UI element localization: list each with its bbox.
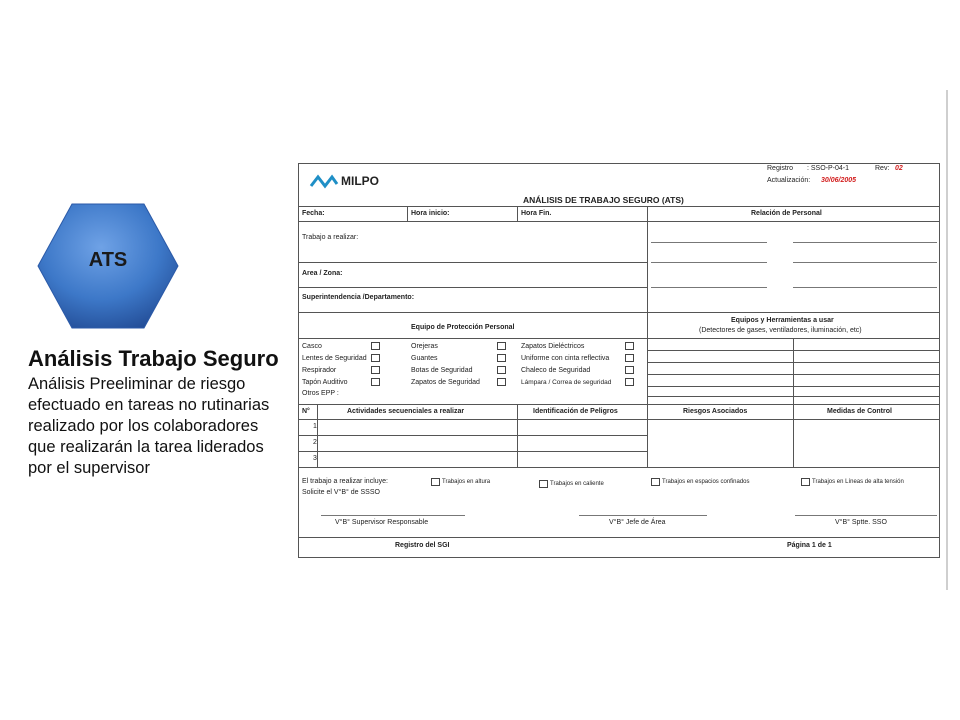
epp-item: Lentes de Seguridad	[302, 355, 367, 362]
epp-checkbox[interactable]	[371, 354, 380, 362]
incluye-label: El trabajo a realizar incluye:	[302, 478, 388, 485]
row-number: 1	[313, 423, 317, 430]
trabajo-checkbox[interactable]	[651, 478, 660, 486]
trabajo-checkbox[interactable]	[431, 478, 440, 486]
relacion-personal-label: Relación de Personal	[751, 210, 822, 217]
form-title: ANÁLISIS DE TRABAJO SEGURO (ATS)	[523, 195, 684, 205]
actualizacion-value: 30/06/2005	[821, 177, 857, 184]
milpo-logo-icon	[309, 172, 339, 192]
epp-item: Botas de Seguridad	[411, 367, 473, 374]
equipos-title: Equipos y Herramientas a usar	[731, 317, 834, 324]
epp-checkbox[interactable]	[497, 354, 506, 362]
epp-checkbox[interactable]	[371, 342, 380, 350]
trabajo-option: Trabajos en Líneas de alta tensión	[812, 479, 904, 485]
rev-label: Rev:	[875, 165, 890, 172]
epp-item: Tapón Auditivo	[302, 379, 348, 386]
table-header-riesgos: Riesgos Asociados	[683, 408, 748, 415]
epp-checkbox[interactable]	[371, 366, 380, 374]
fecha-label: Fecha:	[302, 210, 325, 217]
trabajo-option: Trabajos en espacios confinados	[662, 479, 750, 485]
trabajo-option: Trabajos en altura	[442, 479, 491, 485]
trabajo-option: Trabajos en caliente	[550, 481, 604, 487]
firma-jefe-area: V°B° Jefe de Área	[609, 519, 666, 526]
epp-checkbox[interactable]	[497, 378, 506, 386]
ats-form-document	[298, 163, 940, 558]
hexagon-label: ATS	[88, 248, 128, 271]
hora-inicio-label: Hora inicio:	[411, 210, 450, 217]
row-number: 3	[313, 455, 317, 462]
table-header-peligros: Identificación de Peligros	[533, 408, 618, 415]
epp-title: Equipo de Protección Personal	[411, 324, 515, 331]
actualizacion-label: Actualización:	[767, 177, 811, 184]
epp-item: Uniforme con cinta reflectiva	[521, 355, 610, 362]
superintendencia-label: Superintendencia /Departamento:	[302, 294, 415, 301]
trabajo-checkbox[interactable]	[801, 478, 810, 486]
epp-checkbox[interactable]	[497, 366, 506, 374]
epp-checkbox[interactable]	[625, 366, 634, 374]
epp-item: Zapatos Dieléctricos	[521, 343, 585, 350]
epp-item: Casco	[302, 343, 322, 350]
rev-value: 02	[895, 165, 903, 172]
solicite-label: Solicite el V°B° de SSSO	[302, 489, 380, 496]
firma-sptte-sso: V°B° Sptte. SSO	[835, 519, 887, 526]
epp-item: Lámpara / Correa de seguridad	[521, 379, 612, 386]
pagina-label: Página 1 de 1	[787, 542, 832, 549]
frame-divider	[946, 90, 948, 590]
epp-checkbox[interactable]	[625, 354, 634, 362]
trabajo-realizar-label: Trabajo a realizar:	[302, 234, 359, 241]
epp-item: Orejeras	[411, 343, 438, 350]
table-header-medidas: Medidas de Control	[827, 408, 892, 415]
epp-item: Zapatos de Seguridad	[411, 379, 480, 386]
slide-description: Análisis Preeliminar de riesgo efectuado en tareas no rutinarias realizado por los colaboradores que realizarán la tarea liderados por el supervisor	[28, 375, 270, 477]
epp-checkbox[interactable]	[371, 378, 380, 386]
registro-sgi-label: Registro del SGI	[395, 542, 450, 549]
hora-fin-label: Hora Fin.	[521, 210, 552, 217]
row-number: 2	[313, 439, 317, 446]
trabajo-checkbox[interactable]	[539, 480, 548, 488]
registro-label: Registro	[767, 165, 794, 172]
equipos-subtitle: (Detectores de gases, ventiladores, iluminación, etc)	[699, 327, 862, 334]
otros-epp-label: Otros EPP :	[302, 390, 339, 397]
epp-item: Guantes	[411, 355, 438, 362]
epp-checkbox[interactable]	[625, 342, 634, 350]
company-logo-text: MILPO	[341, 174, 379, 188]
epp-checkbox[interactable]	[497, 342, 506, 350]
ats-hexagon	[36, 202, 180, 330]
registro-value: : SSO-P-04-1	[807, 165, 850, 172]
epp-item: Respirador	[302, 367, 337, 374]
area-zona-label: Area / Zona:	[302, 270, 343, 277]
slide-title: Análisis Trabajo Seguro	[28, 346, 279, 371]
firma-supervisor: V°B° Supervisor Responsable	[335, 519, 429, 526]
table-header-actividades: Actividades secuenciales a realizar	[347, 408, 465, 415]
table-header-number: N°	[302, 408, 310, 415]
epp-checkbox[interactable]	[625, 378, 634, 386]
epp-item: Chaleco de Seguridad	[521, 367, 591, 374]
